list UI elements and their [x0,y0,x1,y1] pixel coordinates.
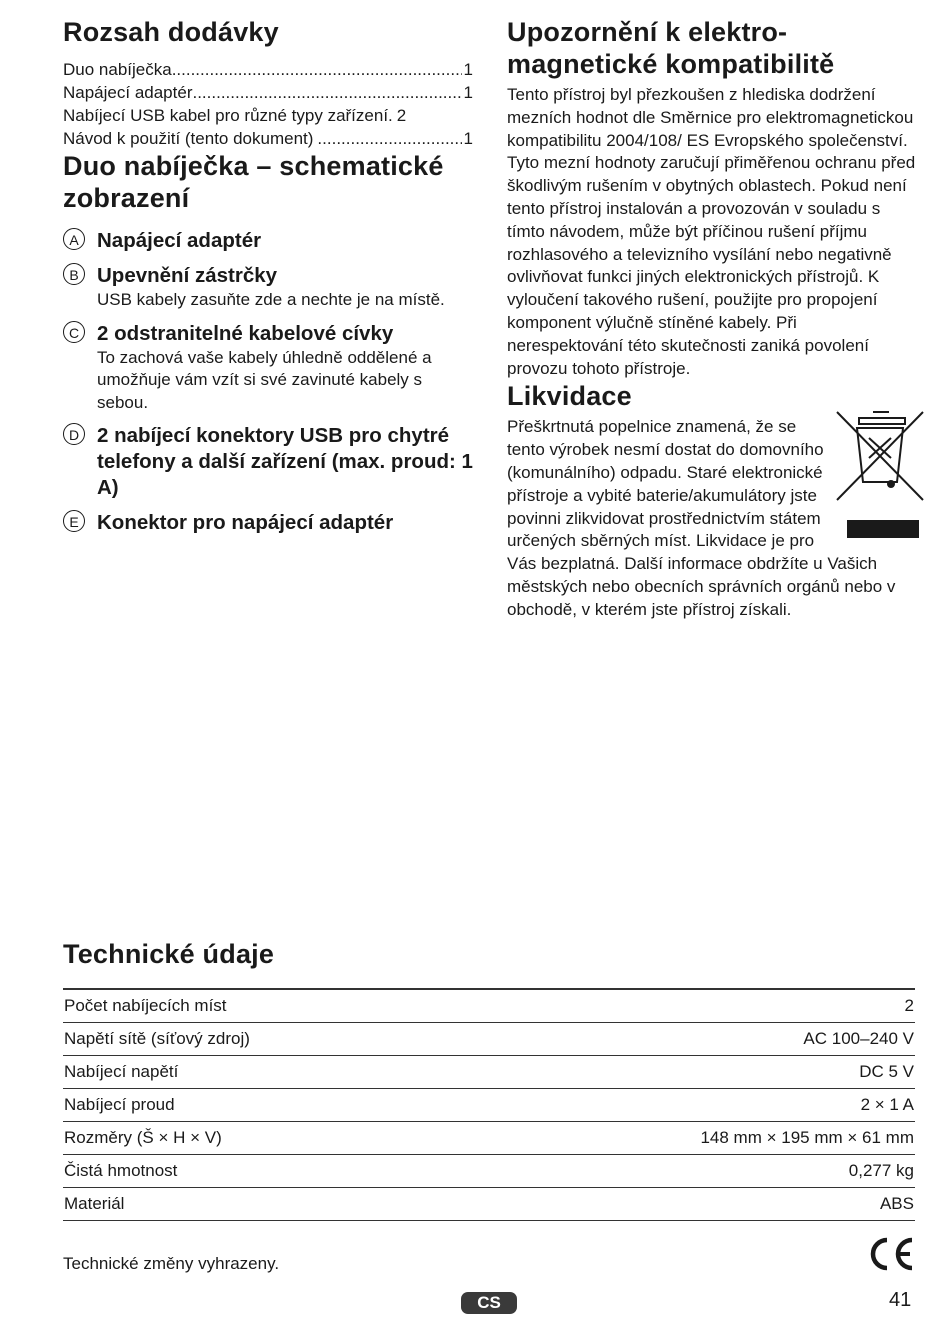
spec-value: 2 [469,989,915,1023]
spec-key: Čistá hmotnost [63,1155,469,1188]
language-badge: CS [461,1292,517,1314]
toc-label: Návod k použití (tento dokument) [63,129,314,148]
part-marker: D [63,423,85,445]
scope-list [63,58,473,150]
disposal-section [507,416,917,621]
part-title: Upevnění zástrčky [97,264,278,287]
part-title: 2 nabíjecí konektory USB pro chytré telefony a další zařízení (max. proud: 1 A) [97,424,473,499]
part-title: 2 odstranitelné kabelové cívky [97,321,394,345]
spec-value: DC 5 V [469,1056,915,1089]
spec-key: Nabíjecí napětí [63,1056,469,1089]
disposal-heading: Likvidace [507,381,632,412]
spec-key: Počet nabíjecích míst [63,989,469,1023]
table-row [63,1056,915,1089]
part-title: Konektor pro napájecí adaptér [97,511,394,534]
list-item [63,58,473,81]
part-description: USB kabely zasuňte zde a nechte je na místě. [97,290,445,309]
toc-dots [192,81,461,104]
spec-key: Napětí sítě (síťový zdroj) [63,1023,469,1056]
toc-label: Duo nabíječka [63,60,172,79]
spec-value: ABS [469,1188,915,1221]
spec-table [63,988,915,1221]
scope-heading: Rozsah dodávky [63,17,279,47]
part-description: To zachová vaše kabely úhledně oddělené a umožňuje vám vzít si své zavinuté kabely s sebou. [97,347,432,412]
spec-key: Nabíjecí proud [63,1089,469,1122]
part-marker: A [63,228,85,250]
list-item [63,321,473,415]
list-item [63,127,473,150]
crossed-bin-icon [833,408,927,548]
table-row [63,1188,915,1221]
toc-page: 1 [463,83,473,102]
table-row [63,1023,915,1056]
footer-note: Technické změny vyhrazeny. [63,1254,280,1273]
table-row [63,1089,915,1122]
emc-heading: Upozornění k elektromagnetické kompatibilitě [507,17,835,79]
part-marker: B [63,263,85,285]
part-marker: E [63,510,85,532]
part-marker: C [63,321,85,343]
toc-dots [313,127,461,150]
toc-page: 1 [463,129,473,148]
list-item [63,510,473,536]
list-item [63,81,473,104]
toc-dots [172,58,462,81]
toc-label: Napájecí adaptér [63,83,193,102]
emc-text: Tento přístroj byl přezkoušen z hlediska dodržení mezních hodnot dle Směrnice pro elektromagnetickou kompatibilitu 2004/108/ ES Evropského společenství. Tyto mezní hodnoty zaručují přiměřenou ochranu před škodlivým rušením v obytných oblastech. Pokud není tento přístroj instalován a provozován v souladu s tímto návodem, může být příčinou rušení příjmu rozhlasového a televizního vysílání nebo negativně ovlivňovat funkci jiných elektronických přístrojů. K vyloučení takového rušení, použijte pro propojení komponent výlučně stíněné kabely. Při nerespektování této skutečnosti zaniká povolení provozu tohoto přístroje. [507,85,916,378]
spec-value: 2 × 1 A [469,1089,915,1122]
spec-value: AC 100–240 V [469,1023,915,1056]
spec-key: Materiál [63,1188,469,1221]
toc-label: Nabíjecí USB kabel pro různé typy zařízení. [63,106,393,125]
table-row [63,989,915,1023]
disposal-text: Přeškrtnutá popelnice znamená, že se tento výrobek nesmí dostat do domovního (komunálního) odpadu. Staré elektronické přístroje a vybité baterie/akumulátory jste povinni zlikvidovat prostřednictvím státem určených sběrných míst. Likvidace je pro Vás bezplatná. Další informace obdržíte u Vašich městských nebo obecních správních orgánů nebo v obchodě, v kterém jste přístroj získali. [507,417,896,619]
tech-section [63,938,915,1221]
spec-value: 0,277 kg [469,1155,915,1188]
page-number: 41 [889,1289,912,1311]
list-item [63,263,473,312]
toc-page: 2 [396,106,407,125]
list-item [63,228,473,254]
list-item [63,423,473,501]
list-item [63,104,473,127]
spec-key: Rozměry (Š × H × V) [63,1122,469,1155]
spec-value: 148 mm × 195 mm × 61 mm [469,1122,915,1155]
part-title: Napájecí adaptér [97,229,262,252]
tech-heading: Technické údaje [63,939,275,969]
ce-mark-icon [866,1236,916,1272]
right-column [507,16,917,622]
table-row [63,1122,915,1155]
table-row [63,1155,915,1188]
parts-list [63,228,473,536]
toc-page: 1 [463,60,473,79]
left-column [63,16,473,545]
schematic-heading: Duo nabíječka – schematické zobrazení [63,151,444,213]
